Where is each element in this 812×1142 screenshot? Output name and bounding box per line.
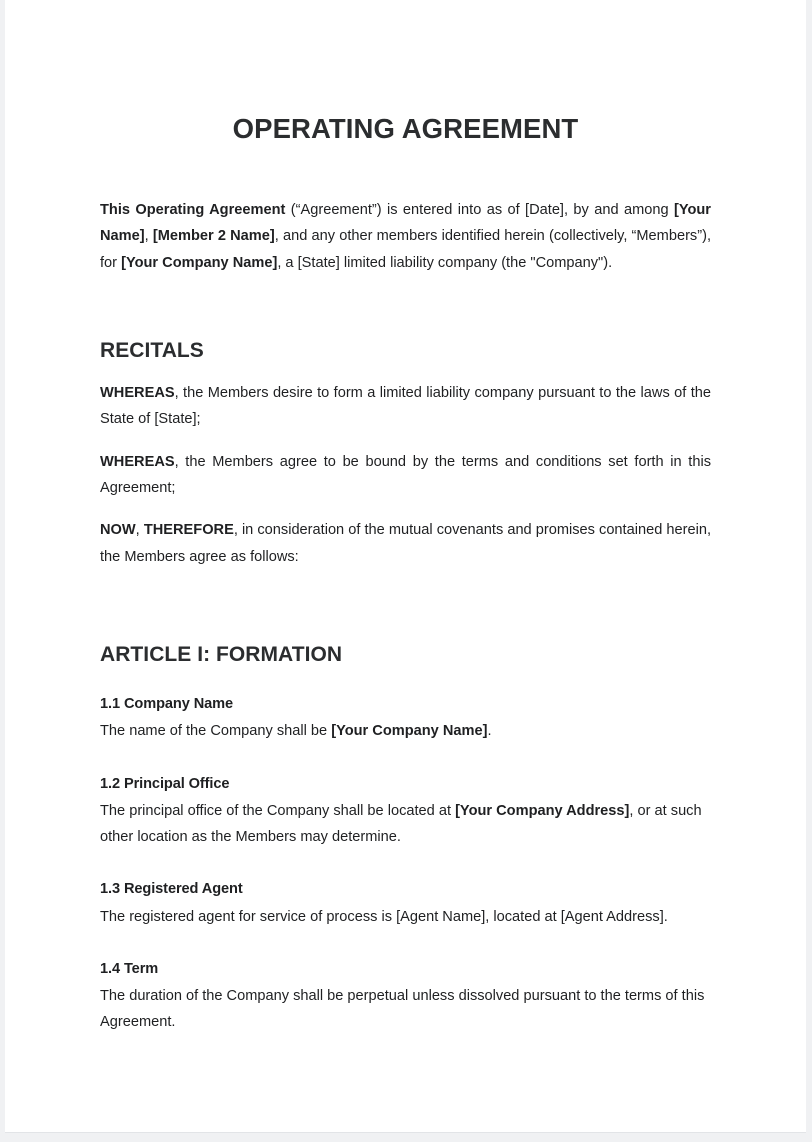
subsection-1-1-body: [100, 718, 711, 744]
bold-placeholder-text: [Member 2 Name]: [152, 228, 275, 245]
body-text-run: ,: [135, 522, 144, 539]
subsection-1-3-heading: 1.3 Registered Agent: [100, 881, 243, 898]
body-text-run: , the Members desire to form a limited liability company pursuant to the laws of the State of [State];: [100, 385, 711, 428]
body-text-run: .: [487, 723, 492, 740]
bold-placeholder-text: [Your Company Name]: [121, 254, 278, 271]
intro-block: [100, 197, 711, 276]
subsection-1-2-heading: 1.2 Principal Office: [100, 775, 230, 792]
page-content: [5, 0, 806, 1036]
body-text-run: , in consideration of the mutual covenants and promises contained herein, the Members agree as follows:: [100, 522, 712, 565]
subsection-1-1-heading: 1.1 Company Name: [100, 696, 234, 713]
bold-placeholder-text: [Your Company Address]: [455, 802, 630, 819]
body-text-run: The registered agent for service of process is [Agent Name], located at [Agent Address].: [100, 908, 668, 925]
page-title: OPERATING AGREEMENT: [232, 113, 579, 144]
bold-placeholder-text: WHEREAS: [100, 385, 175, 402]
intro-paragraph: [100, 197, 711, 276]
subsection-1-1: [100, 694, 711, 744]
body-text-run: , a [State] limited liability company (the "Company").: [277, 254, 613, 271]
body-text-run: The name of the Company shall be: [100, 723, 332, 740]
body-text-run: The principal office of the Company shall be located at: [100, 802, 456, 819]
body-text-run: , the Members agree to be bound by the terms and conditions set forth in this Agreement;: [100, 453, 711, 497]
recitals-section: [100, 338, 711, 570]
article-one-section: [100, 642, 711, 1036]
recital-paragraph-2: [100, 449, 711, 502]
body-text-run: The duration of the Company shall be perpetual unless dissolved pursuant to the terms of this Agreement.: [100, 987, 705, 1031]
body-text-run: , and any other members identified herein (collectively, “Members”), for: [100, 228, 711, 271]
body-text-run: (“Agreement”) is entered into as of [Date], by and among: [285, 202, 674, 218]
recital-paragraph-1: [100, 380, 711, 433]
body-text-run: ,: [144, 228, 153, 245]
article-one-heading: ARTICLE I: FORMATION: [100, 642, 343, 666]
bold-placeholder-text: This Operating Agreement: [100, 202, 286, 218]
subsection-1-4-body: [100, 983, 711, 1036]
bold-placeholder-text: [Your Name]: [100, 202, 711, 245]
bold-placeholder-text: NOW: [100, 522, 136, 539]
subsection-1-2: [100, 774, 711, 851]
recitals-heading: RECITALS: [100, 338, 204, 362]
body-text-run: , or at such other location as the Members may determine.: [100, 802, 702, 846]
page-gutter-right: [806, 0, 812, 1142]
subsection-1-2-body: [100, 798, 711, 851]
bold-placeholder-text: [Your Company Name]: [331, 723, 488, 740]
document-page: [5, 0, 806, 1133]
bold-placeholder-text: THEREFORE: [143, 522, 234, 539]
bold-placeholder-text: WHEREAS: [100, 453, 175, 470]
subsection-1-3: [100, 879, 711, 929]
recital-paragraph-3: [100, 517, 711, 570]
subsection-1-3-body: [100, 904, 711, 930]
subsection-1-4: [100, 959, 711, 1036]
subsection-1-4-heading: 1.4 Term: [100, 960, 159, 977]
